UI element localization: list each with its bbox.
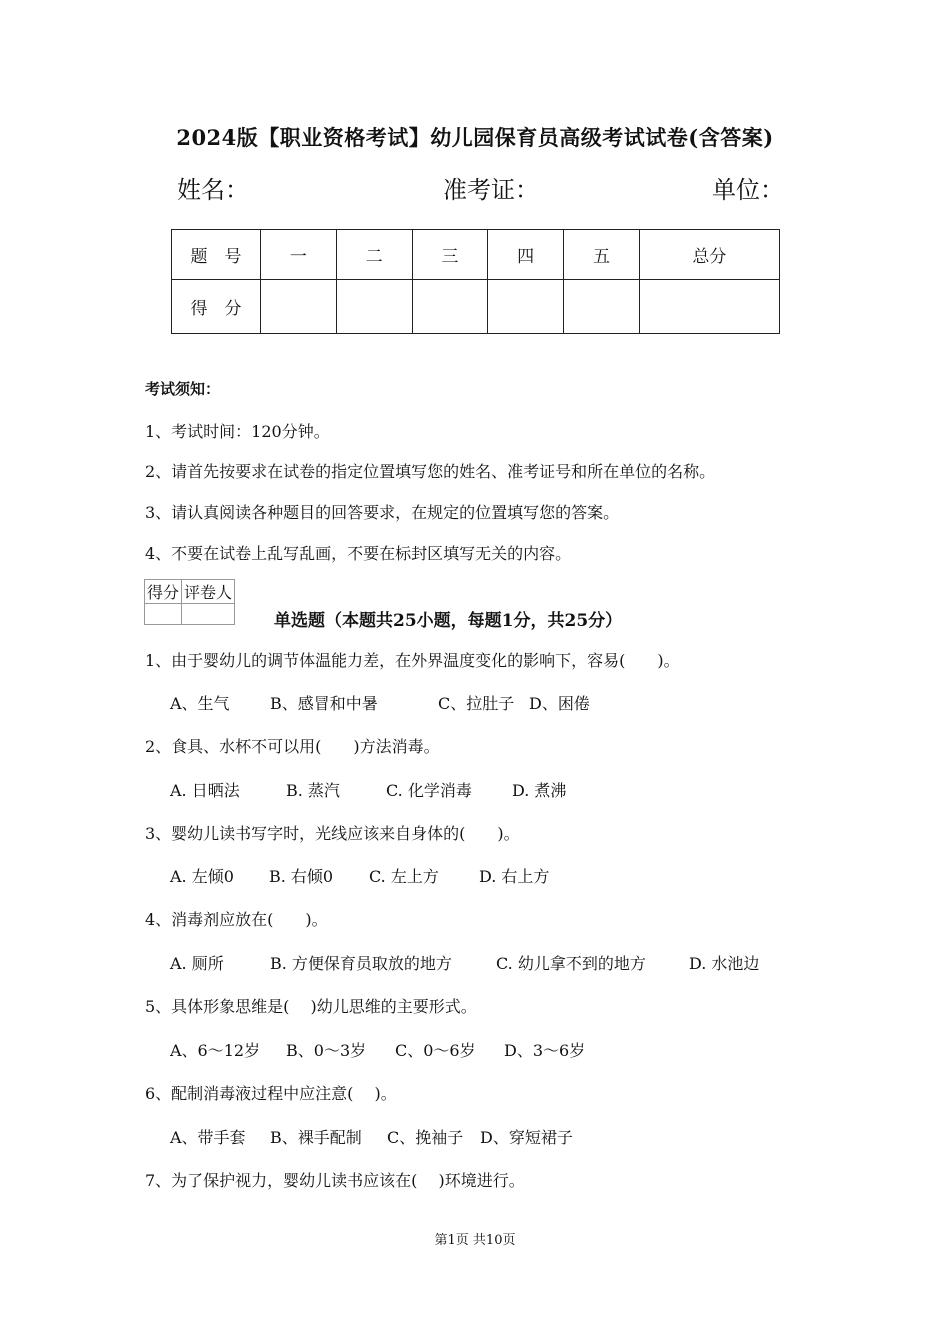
score-cell[interactable] (488, 280, 564, 334)
option-a[interactable]: A、带手套 (170, 1128, 246, 1147)
score-cell[interactable] (639, 280, 779, 334)
page-footer: 第1页 共10页 (434, 1233, 516, 1248)
notice-item: 3、请认真阅读各种题目的回答要求，在规定的位置填写您的答案。 (145, 503, 620, 522)
option-b[interactable]: B、裸手配制 (270, 1128, 362, 1147)
score-row-label: 得 分 (172, 280, 261, 334)
question-text: 6、配制消毒液过程中应注意( )。 (145, 1084, 397, 1103)
option-d[interactable]: D. 水池边 (689, 954, 760, 973)
option-c[interactable]: C、0～6岁 (395, 1041, 476, 1060)
option-c[interactable]: C、挽袖子 (387, 1128, 464, 1147)
option-d[interactable]: D. 右上方 (479, 867, 550, 886)
question-text: 7、为了保护视力，婴幼儿读书应该在( )环境进行。 (145, 1171, 525, 1190)
grader-reviewer-cell[interactable] (182, 604, 235, 625)
question-options (170, 1038, 585, 1061)
notice-heading: 考试须知： (145, 380, 221, 398)
score-cell[interactable] (412, 280, 488, 334)
grader-reviewer-label: 评卷人 (182, 580, 235, 604)
option-a[interactable]: A. 左倾0 (170, 867, 234, 886)
option-b[interactable]: B. 方便保育员取放的地方 (270, 954, 452, 973)
option-b[interactable]: B. 右倾0 (269, 867, 334, 886)
question-text: 4、消毒剂应放在( )。 (145, 910, 328, 929)
notice-item: 4、不要在试卷上乱写乱画，不要在标封区填写无关的内容。 (145, 544, 572, 563)
score-header-cell: 二 (336, 230, 412, 280)
score-header-cell: 三 (412, 230, 488, 280)
exam-number-field-label: 准考证： (443, 176, 539, 204)
score-header-cell: 四 (488, 230, 564, 280)
option-d[interactable]: D、困倦 (529, 694, 590, 713)
notice-item: 1、考试时间：120分钟。 (145, 422, 330, 441)
exam-title: 2024版【职业资格考试】幼儿园保育员高级考试试卷(含答案) (176, 125, 774, 150)
score-header-cell: 题 号 (172, 230, 261, 280)
option-c[interactable]: C、拉肚子 (438, 694, 515, 713)
name-field-label: 姓名： (177, 176, 249, 204)
option-c[interactable]: C. 化学消毒 (386, 781, 472, 800)
question-options (170, 1125, 573, 1148)
question-options (170, 691, 590, 714)
option-d[interactable]: D、3～6岁 (504, 1041, 586, 1060)
option-a[interactable]: A. 日晒法 (170, 781, 240, 800)
question-text: 5、具体形象思维是( )幼儿思维的主要形式。 (145, 997, 477, 1016)
question-text: 2、食具、水杯不可以用( )方法消毒。 (145, 737, 440, 756)
score-cell[interactable] (261, 280, 337, 334)
grader-score-label: 得分 (145, 580, 182, 604)
section-title: 单选题（本题共25小题，每题1分，共25分） (274, 611, 623, 631)
option-d[interactable]: D. 煮沸 (512, 781, 567, 800)
option-a[interactable]: A. 厕所 (170, 954, 224, 973)
unit-field-label: 单位： (712, 176, 784, 204)
question-options (170, 778, 566, 801)
score-header-cell: 五 (564, 230, 640, 280)
score-cell[interactable] (564, 280, 640, 334)
question-text: 1、由于婴幼儿的调节体温能力差，在外界温度变化的影响下，容易( )。 (145, 651, 680, 670)
grader-score-cell[interactable] (145, 604, 182, 625)
option-c[interactable]: C. 左上方 (369, 867, 439, 886)
option-b[interactable]: B、0～3岁 (286, 1041, 367, 1060)
score-header-cell: 总分 (639, 230, 779, 280)
option-a[interactable]: A、生气 (170, 694, 230, 713)
option-b[interactable]: B、感冒和中暑 (270, 694, 378, 713)
score-header-cell: 一 (261, 230, 337, 280)
score-table (171, 229, 780, 334)
grader-box (144, 579, 235, 625)
option-a[interactable]: A、6～12岁 (170, 1041, 261, 1060)
question-text: 3、婴幼儿读书写字时，光线应该来自身体的( )。 (145, 824, 520, 843)
option-d[interactable]: D、穿短裙子 (480, 1128, 573, 1147)
notice-item: 2、请首先按要求在试卷的指定位置填写您的姓名、准考证号和所在单位的名称。 (145, 462, 716, 481)
question-options (170, 864, 549, 887)
option-b[interactable]: B. 蒸汽 (286, 781, 340, 800)
question-options (170, 951, 759, 974)
score-table-score-row (172, 280, 780, 334)
score-table-header-row (172, 230, 780, 280)
option-c[interactable]: C. 幼儿拿不到的地方 (496, 954, 646, 973)
score-cell[interactable] (336, 280, 412, 334)
